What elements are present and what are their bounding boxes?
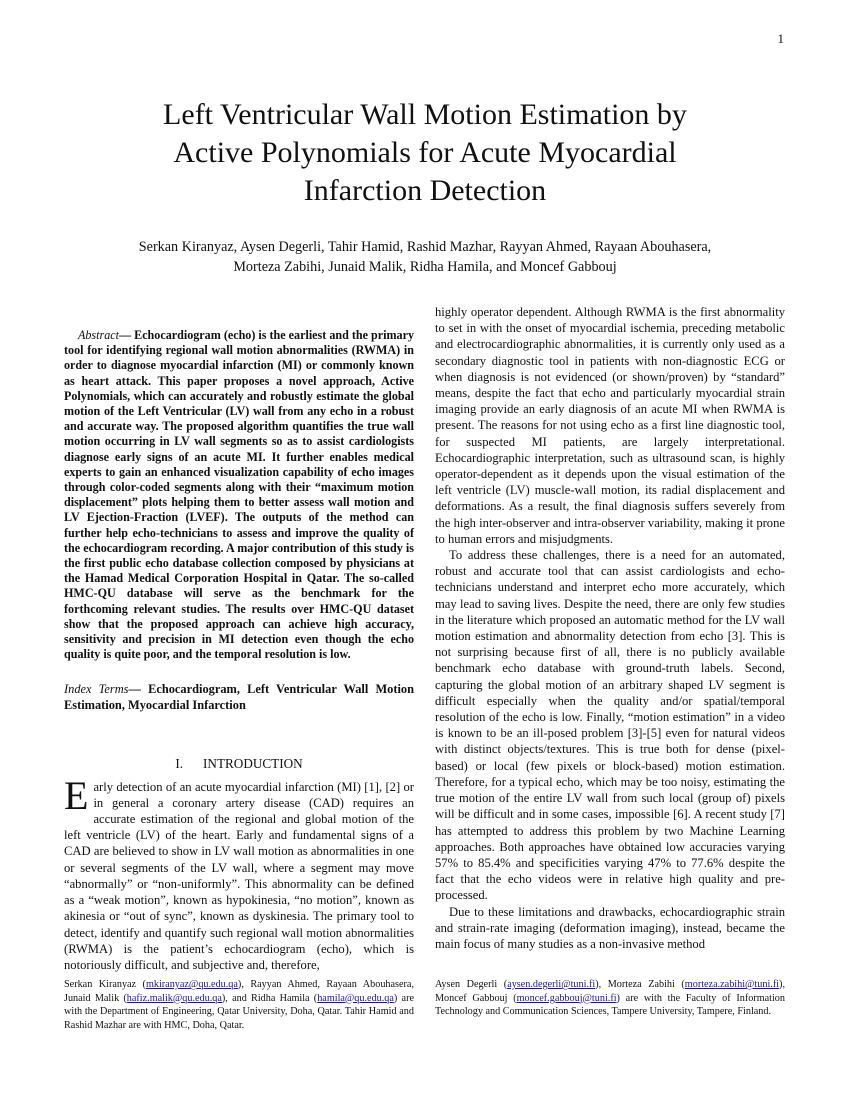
- intro-paragraph: [64, 772, 414, 973]
- body-paragraph: Due to these limitations and drawbacks, echocardiographic strain and strain-rate imaging (deformation imaging), instead, became the main focus of many studies as a non-invasive method: [435, 904, 785, 951]
- page-number: 1: [777, 31, 784, 46]
- body-paragraph: To address these challenges, there is a need for an automated, robust and accurate tool that can assist cardiologists and echo-technicians understand and interpret echo more accurately, which may lead to saving lives. Despite the need, there are only few studies in the literature which proposed an automatic method for the LV wall motion estimation and abnormality detection from echo [3]. This is not surprising because first of all, there is no publicly available benchmark echo database with ground-truth labels. Second, capturing the global motion of an arbitrary shaped LV segment is difficult especially when the quality and/or spatial/temporal resolution of the echo is low. Finally, “motion estimation” in a video is known to be an ill-posed problem [3]-[5] even for natural videos with distinct objects/textures. This is true both for dense (pixel-based) or local (few pixels or block-based) motion estimation. Therefore, for a typical echo, which may be too noisy, estimating the true motion of the entire LV wall from such local (group of) pixels will be difficult and in some cases, impossible [6]. A recent study [7] has attempted to address this problem by two Machine Learning approaches. Both approaches have obtained low accuracies varying 57% to 85.4% and specificities varying 47% to 77.6% despite the fact that the echo videos were in relative high quality and pre-processed.: [435, 548, 785, 903]
- section-title: INTRODUCTION: [203, 756, 303, 772]
- section-heading: [64, 756, 414, 772]
- section-number: I.: [175, 756, 184, 772]
- abstract-text: Echocardiogram (echo) is the earliest and the primary tool for identifying regional wall motion abnormalities (RWMA) in order to diagnose myocardial infarction (MI) or commonly known as heart attack. This paper proposes a novel approach, Active Polynomials, which can accurately and robustly estimate the global motion of the Left Ventricular (LV) wall from any echo in a robust and accurate way. The proposed algorithm quantifies the true wall motion occurring in LV wall segments so as to assist cardiologists diagnose early signs of an acute MI. It further enables medical experts to gain an enhanced visualization capability of echo images through color-coded segments along with their “maximum motion displacement” plots helping them to better assess wall motion and LV Ejection-Fraction (LVEF). The outputs of the method can further help echo-technicians to assess and improve the quality of the echocardiogram recording. A major contribution of this study is the first public echo database collection composed by physicians at the Hamad Medical Corporation Hospital in Qatar. The so-called HMC-QU database will serve as the benchmark for the forthcoming relevant studies. The results over HMC-QU dataset show that the proposed approach can achieve high accuracy, sensitivity and precision in MI detection even though the echo quality is quite poor, and the temporal resolution is low.: [64, 328, 414, 662]
- email-link[interactable]: aysen.degerli@tuni.fi: [507, 979, 596, 990]
- authors-line: Serkan Kiranyaz, Aysen Degerli, Tahir Hamid, Rashid Mazhar, Rayyan Ahmed, Rayaan Abouhasera,: [138, 239, 712, 255]
- title-line: Active Polynomials for Acute Myocardial: [173, 136, 677, 169]
- index-terms: Index Terms— Echocardiogram, Left Ventricular Wall Motion Estimation, Myocardial Infarction: [64, 682, 414, 713]
- drop-cap: E: [64, 772, 89, 818]
- email-link[interactable]: hafiz.malik@qu.edu.qa: [126, 992, 222, 1004]
- authors-line: Morteza Zabihi, Junaid Malik, Ridha Hamila, and Moncef Gabbouj: [233, 259, 617, 275]
- email-link[interactable]: moncef.gabbouj@tuni.fi: [516, 992, 617, 1004]
- footnote-text: Serkan Kiranyaz (: [64, 979, 146, 990]
- intro-text: arly detection of an acute myocardial infarction (MI) [1], [2] or in general a coronary artery disease (CAD) requires an accurate estimation of the regional and global motion of the left ventricle (LV) of the heart. Early and fundamental signs of a CAD are believed to show in LV wall motion as abnormalities in one or several segments of the LV wall, where a segment may move “abnormally” or “non-uniformly”. This abnormality can be defined as a “weak motion”, known as hypokinesia, “no motion”, known as akinesia or “out of sync”, known as dyskinesia. The primary tool to detect, identify and quantify such regional wall motion abnormalities (RWMA) is the patient’s echocardiogram (echo), which is notoriously difficult, and subjective and, therefore,: [64, 779, 414, 972]
- footnote-text: ) are with the Faculty of Information Technology and Communication Sciences, Tampere University, Tampere, Finland.: [435, 992, 785, 1017]
- footnote-text: ), Rayyan Ahmed, Rayaan Abouhasera, Junaid Malik (: [64, 979, 414, 1004]
- body-paragraph: highly operator dependent. Although RWMA is the first abnormality to set in with the onset of myocardial ischemia, preceding metabolic and electrocardiographic abnormalities, it is currently only used as a secondary diagnostic tool in patients with non-diagnostic ECG or when diagnosis is not evidenced (or shown/proven) by “standard” means, despite the fact that echo and particularly myocardial strain imaging provide an early diagnosis of an acute MI when RWMA is present. The reasons for not using echo as a first line diagnostic tool, for suspected MI patients, are largely interpretational. Echocardiographic interpretation, such as ultrasound scan, is highly operator-dependent as it depends upon the visual estimation of the left ventricle (LV) muscle-wall motion, its radial displacement and deformations. As a result, the final diagnosis suffers severely from the high inter-observer and intra-observer variability, making it prone to human errors and misjudgments.: [435, 305, 785, 546]
- email-link[interactable]: mkiranyaz@qu.edu.qa: [145, 979, 238, 990]
- affiliation-footnote-right: [435, 978, 785, 1019]
- title-line: Infarction Detection: [303, 174, 547, 207]
- email-link[interactable]: hamila@qu.edu.qa: [317, 992, 394, 1004]
- index-terms-text: Echocardiogram, Left Ventricular Wall Motion Estimation, Myocardial Infarction: [64, 682, 414, 713]
- footnote-text: ), Moncef Gabbouj (: [435, 979, 785, 1004]
- abstract: [64, 328, 414, 662]
- footnote-text: ), Morteza Zabihi (: [595, 979, 685, 990]
- paper-title: [60, 96, 790, 210]
- title-line: Left Ventricular Wall Motion Estimation by: [163, 98, 687, 131]
- index-terms-lead: Index Terms: [64, 682, 129, 697]
- footnote-text: ), and Ridha Hamila (: [221, 992, 318, 1004]
- affiliation-footnote-left: [64, 978, 414, 1032]
- left-column: [64, 304, 414, 973]
- right-column: [435, 304, 785, 952]
- footnote-text: ) are with the Department of Engineering, Qatar University, Doha, Qatar. Tahir Hamid and Rashid Mazhar are with HMC, Doha, Qatar.: [64, 992, 414, 1031]
- abstract-dash: —: [118, 328, 132, 342]
- email-link[interactable]: morteza.zabihi@tuni.fi: [684, 979, 780, 990]
- footnote-text: Aysen Degerli (: [435, 979, 508, 990]
- abstract-lead: Abstract: [78, 328, 119, 342]
- author-list: [60, 237, 790, 277]
